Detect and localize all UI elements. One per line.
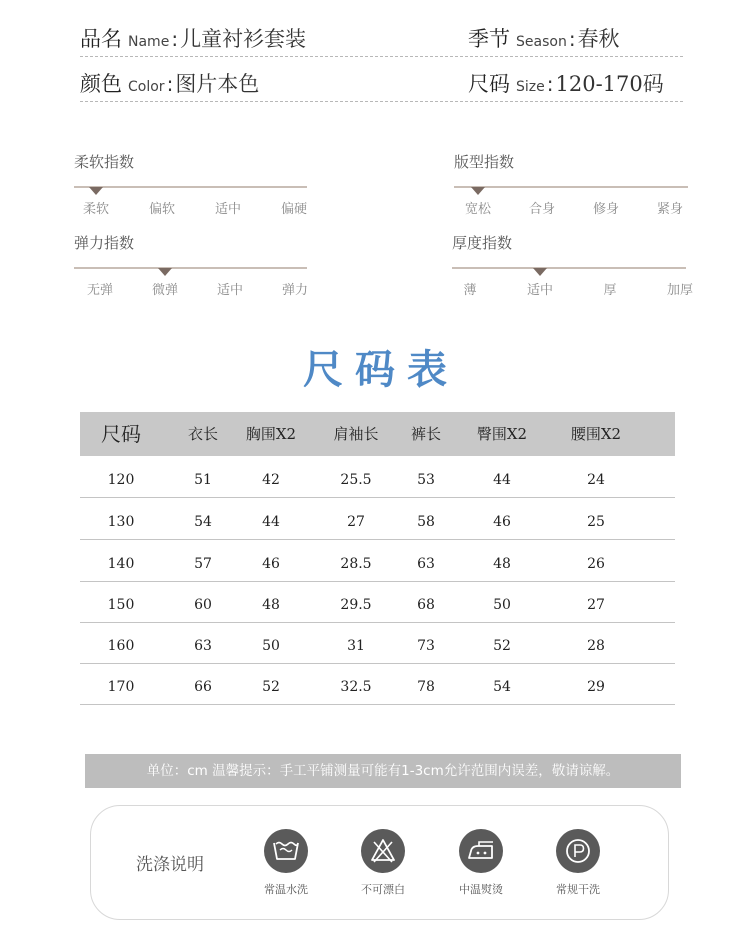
table-cell: 63 [194, 638, 212, 654]
table-cell: 25 [587, 514, 605, 530]
table-cell: 140 [107, 556, 135, 572]
table-row [80, 622, 675, 664]
season-value: 春秋 [577, 27, 620, 51]
thickness-label: 厚 [603, 283, 617, 298]
season-colon: : [568, 27, 576, 51]
table-cell: 52 [493, 638, 511, 654]
washing-instructions [90, 805, 669, 920]
measurement-note: 单位：cm 温馨提示：手工平铺测量可能有1-3cm允许范围内误差，敬请谅解。 [85, 754, 681, 788]
table-cell: 29 [587, 679, 605, 695]
season-label-cn: 季节 [468, 27, 510, 51]
table-cell: 51 [194, 472, 212, 488]
table-cell: 48 [493, 556, 511, 572]
iron-icon [459, 829, 503, 873]
softness-index [74, 151, 307, 221]
table-row [80, 498, 675, 540]
elasticity-index-title: 弹力指数 [74, 234, 135, 252]
thickness-index [452, 232, 694, 302]
thickness-label: 适中 [526, 283, 554, 298]
table-cell: 52 [262, 679, 280, 695]
elasticity-label: 弹力 [281, 283, 309, 298]
table-cell: 50 [262, 638, 280, 654]
table-cell: 50 [493, 597, 511, 613]
wash-item-iron [441, 829, 521, 899]
size-label-en: Size [516, 79, 545, 95]
no-bleach-icon [361, 829, 405, 873]
fit-index-track [454, 186, 688, 188]
header-length: 衣长 [187, 425, 219, 443]
fit-label: 合身 [528, 202, 556, 217]
wash-label: 不可漂白 [361, 883, 405, 896]
header-hip: 臀围X2 [476, 425, 528, 443]
color-label-en: Color [128, 79, 165, 95]
table-cell: 32.5 [340, 679, 372, 695]
table-cell: 26 [587, 556, 605, 572]
size-colon: : [546, 72, 554, 96]
table-cell: 78 [417, 679, 435, 695]
table-cell: 31 [347, 638, 365, 654]
wash-item-no-bleach [343, 829, 423, 899]
wash-item-normal-wash [246, 829, 326, 899]
table-cell: 24 [587, 472, 605, 488]
table-cell: 27 [347, 514, 365, 530]
elasticity-index-track [74, 267, 307, 269]
header-chest: 胸围X2 [245, 425, 297, 443]
washing-title: 洗涤说明 [136, 855, 204, 875]
fit-index-marker [471, 187, 485, 195]
table-cell: 25.5 [340, 472, 372, 488]
softness-label: 适中 [214, 202, 242, 217]
wash-item-dry-clean [538, 829, 618, 899]
table-row [80, 581, 675, 623]
elasticity-index [74, 232, 307, 302]
wash-label: 常温水洗 [264, 883, 308, 896]
table-row [80, 540, 675, 582]
product-name [80, 23, 306, 53]
elasticity-index-marker [158, 268, 172, 276]
info-row-2 [80, 63, 683, 102]
table-cell: 48 [262, 597, 280, 613]
fit-index [454, 151, 688, 221]
size-table-header [80, 412, 675, 456]
table-cell: 160 [107, 638, 135, 654]
header-size: 尺码 [101, 422, 141, 446]
table-row [80, 663, 675, 705]
elasticity-label: 适中 [216, 283, 244, 298]
product-size [468, 68, 664, 98]
elasticity-label: 无弹 [86, 283, 114, 298]
table-cell: 63 [417, 556, 435, 572]
table-cell: 120 [107, 472, 135, 488]
header-pants-length: 裤长 [410, 425, 442, 443]
table-cell: 53 [417, 472, 435, 488]
table-cell: 42 [262, 472, 280, 488]
thickness-index-track [452, 267, 686, 269]
thickness-index-marker [533, 268, 547, 276]
fit-index-title: 版型指数 [454, 153, 515, 171]
season-label-en: Season [516, 34, 567, 50]
elasticity-label: 微弹 [151, 283, 179, 298]
fit-label: 紧身 [656, 202, 684, 217]
name-colon: : [171, 27, 179, 51]
color-colon: : [166, 72, 174, 96]
table-cell: 29.5 [340, 597, 372, 613]
table-cell: 66 [194, 679, 212, 695]
product-color [80, 68, 259, 98]
fit-label: 宽松 [464, 202, 492, 217]
table-cell: 68 [417, 597, 435, 613]
header-shoulder-sleeve: 肩袖长 [333, 425, 379, 443]
table-row [80, 456, 675, 498]
softness-label: 偏软 [148, 202, 176, 217]
name-value: 儿童衬衫套装 [180, 27, 307, 51]
size-label-cn: 尺码 [468, 72, 510, 96]
table-cell: 28.5 [340, 556, 372, 572]
thickness-label: 薄 [463, 283, 477, 298]
dry-clean-icon [556, 829, 600, 873]
softness-label: 柔软 [82, 202, 110, 217]
table-cell: 54 [194, 514, 212, 530]
thickness-label: 加厚 [666, 283, 694, 298]
wash-label: 中温熨烫 [459, 883, 503, 896]
table-cell: 58 [417, 514, 435, 530]
table-cell: 130 [107, 514, 135, 530]
table-cell: 46 [262, 556, 280, 572]
size-table-title: 尺码表 [303, 347, 459, 393]
softness-index-track [74, 186, 307, 188]
table-cell: 54 [493, 679, 511, 695]
table-cell: 73 [417, 638, 435, 654]
thickness-index-title: 厚度指数 [452, 234, 513, 252]
table-cell: 27 [587, 597, 605, 613]
header-waist: 腰围X2 [570, 425, 622, 443]
table-cell: 60 [194, 597, 212, 613]
info-row-1 [80, 18, 683, 57]
name-label-en: Name [128, 34, 170, 50]
softness-index-title: 柔软指数 [74, 153, 135, 171]
color-label-cn: 颜色 [80, 72, 122, 96]
table-cell: 28 [587, 638, 605, 654]
softness-index-marker [89, 187, 103, 195]
color-value: 图片本色 [175, 72, 260, 96]
softness-label: 偏硬 [280, 202, 308, 217]
product-season [468, 23, 620, 53]
table-cell: 170 [107, 679, 135, 695]
name-label-cn: 品名 [80, 27, 122, 51]
table-cell: 46 [493, 514, 511, 530]
table-cell: 57 [194, 556, 212, 572]
wash-tub-icon [264, 829, 308, 873]
wash-label: 常规干洗 [556, 883, 600, 896]
table-cell: 44 [262, 514, 280, 530]
size-value: 120-170码 [555, 72, 664, 96]
fit-label: 修身 [592, 202, 620, 217]
table-cell: 44 [493, 472, 511, 488]
table-cell: 150 [107, 597, 135, 613]
